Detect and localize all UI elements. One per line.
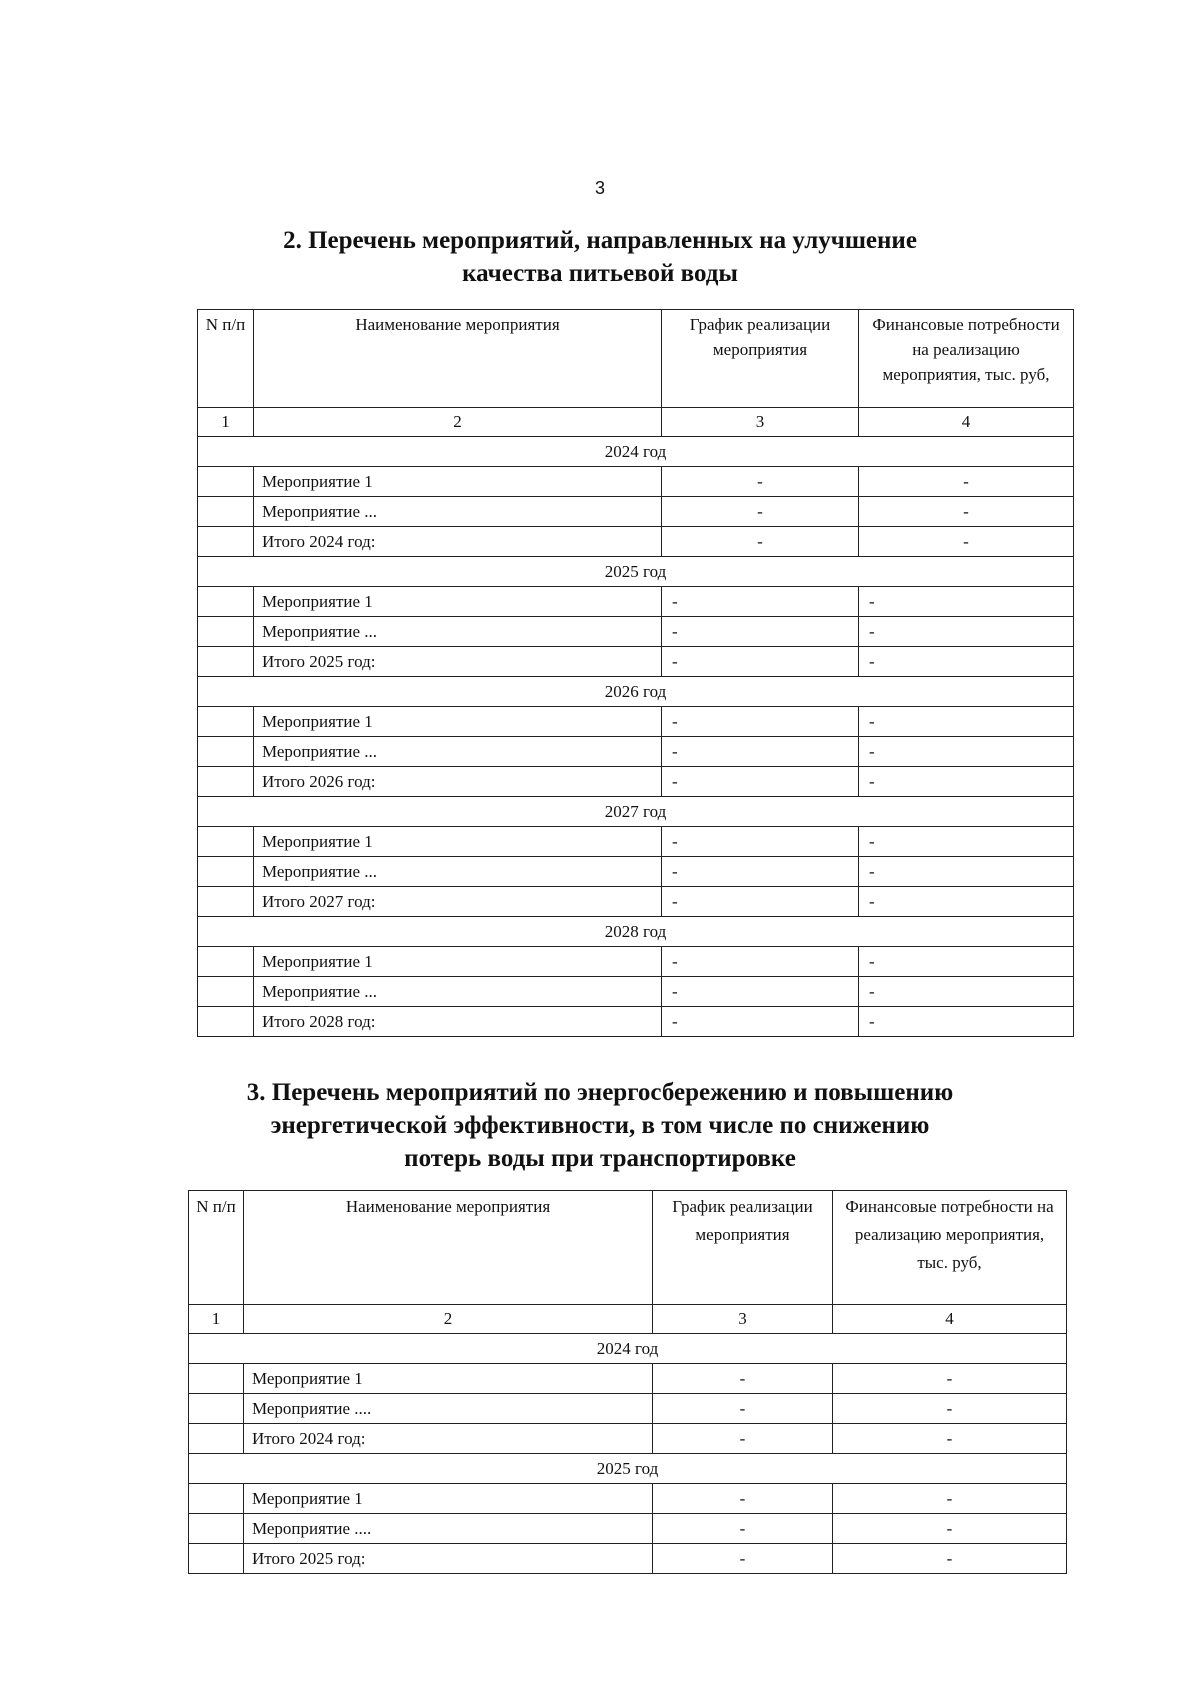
year-row	[189, 1334, 1067, 1364]
year-row	[198, 917, 1074, 947]
section-2-title-line-2: качества питьевой воды	[462, 260, 738, 287]
row-number-cell	[198, 647, 254, 677]
row-number-cell	[198, 1007, 254, 1037]
section-2-title-line-1: 2. Перечень мероприятий, направленных на улучшение	[283, 227, 917, 254]
section-3-title-line-3: потерь воды при транспортировке	[404, 1145, 796, 1172]
schedule-value: -	[662, 767, 859, 797]
table-row	[198, 737, 1074, 767]
measure-name: Итого 2027 год:	[254, 887, 662, 917]
year-row	[189, 1454, 1067, 1484]
row-number-cell	[198, 497, 254, 527]
row-number-cell	[198, 767, 254, 797]
measure-name: Мероприятие 1	[254, 587, 662, 617]
measure-name: Мероприятие ....	[244, 1394, 653, 1424]
row-number-cell	[198, 527, 254, 557]
finance-value: -	[859, 647, 1074, 677]
schedule-value: -	[662, 497, 859, 527]
finance-value: -	[859, 737, 1074, 767]
finance-value: -	[859, 887, 1074, 917]
finance-value: -	[833, 1544, 1067, 1574]
year-heading: 2024 год	[189, 1334, 1067, 1364]
year-heading: 2028 год	[198, 917, 1074, 947]
finance-value: -	[859, 587, 1074, 617]
schedule-value: -	[662, 827, 859, 857]
table-row	[198, 647, 1074, 677]
table-row	[189, 1484, 1067, 1514]
schedule-value: -	[662, 707, 859, 737]
row-number-cell	[198, 617, 254, 647]
schedule-value: -	[662, 887, 859, 917]
table-row	[198, 827, 1074, 857]
header-row	[189, 1191, 1067, 1305]
row-number-cell	[198, 587, 254, 617]
finance-value: -	[859, 617, 1074, 647]
table-row	[198, 617, 1074, 647]
measure-name: Итого 2024 год:	[254, 527, 662, 557]
schedule-value: -	[662, 467, 859, 497]
section-2-title	[0, 224, 1200, 290]
table-row	[198, 1007, 1074, 1037]
schedule-value: -	[653, 1544, 833, 1574]
row-number-cell	[198, 977, 254, 1007]
table-row	[189, 1514, 1067, 1544]
row-number-cell	[198, 737, 254, 767]
schedule-value: -	[653, 1364, 833, 1394]
measure-name: Мероприятие 1	[244, 1364, 653, 1394]
measure-name: Мероприятие ...	[254, 977, 662, 1007]
measure-name: Итого 2026 год:	[254, 767, 662, 797]
measure-name: Мероприятие ...	[254, 497, 662, 527]
finance-value: -	[859, 707, 1074, 737]
schedule-value: -	[662, 977, 859, 1007]
year-heading: 2027 год	[198, 797, 1074, 827]
section-3-table	[188, 1190, 1067, 1574]
year-heading: 2024 год	[198, 437, 1074, 467]
measure-name: Мероприятие ...	[254, 857, 662, 887]
finance-value: -	[833, 1484, 1067, 1514]
table-row	[189, 1424, 1067, 1454]
table-row	[198, 857, 1074, 887]
header-name: Наименование мероприятия	[244, 1191, 653, 1305]
section-2-table	[197, 309, 1074, 1037]
measure-name: Мероприятие 1	[254, 947, 662, 977]
column-numbers-row	[189, 1305, 1067, 1334]
table-row	[198, 977, 1074, 1007]
column-number: 2	[244, 1305, 653, 1334]
row-number-cell	[198, 857, 254, 887]
finance-value: -	[859, 767, 1074, 797]
header-schedule: График реализации мероприятия	[653, 1191, 833, 1305]
row-number-cell	[198, 467, 254, 497]
schedule-value: -	[662, 857, 859, 887]
header-num: N п/п	[198, 310, 254, 408]
table-row	[198, 887, 1074, 917]
row-number-cell	[198, 947, 254, 977]
finance-value: -	[859, 467, 1074, 497]
row-number-cell	[189, 1364, 244, 1394]
header-schedule: График реализации мероприятия	[662, 310, 859, 408]
measure-name: Мероприятие ...	[254, 737, 662, 767]
table-row	[198, 467, 1074, 497]
column-number: 4	[833, 1305, 1067, 1334]
measure-name: Мероприятие ....	[244, 1514, 653, 1544]
finance-value: -	[833, 1514, 1067, 1544]
column-number: 3	[662, 408, 859, 437]
column-number: 4	[859, 408, 1074, 437]
year-row	[198, 677, 1074, 707]
schedule-value: -	[653, 1484, 833, 1514]
column-number: 2	[254, 408, 662, 437]
measure-name: Мероприятие 1	[254, 707, 662, 737]
column-number: 1	[198, 408, 254, 437]
table-row	[198, 767, 1074, 797]
year-heading: 2025 год	[189, 1454, 1067, 1484]
finance-value: -	[833, 1424, 1067, 1454]
finance-value: -	[833, 1364, 1067, 1394]
table-row	[189, 1364, 1067, 1394]
section-3-title	[0, 1076, 1200, 1175]
schedule-value: -	[653, 1424, 833, 1454]
schedule-value: -	[662, 587, 859, 617]
table-row	[198, 497, 1074, 527]
measure-name: Мероприятие 1	[244, 1484, 653, 1514]
finance-value: -	[859, 977, 1074, 1007]
header-name: Наименование мероприятия	[254, 310, 662, 408]
measure-name: Итого 2025 год:	[244, 1544, 653, 1574]
row-number-cell	[189, 1394, 244, 1424]
finance-value: -	[859, 497, 1074, 527]
measure-name: Итого 2028 год:	[254, 1007, 662, 1037]
schedule-value: -	[653, 1514, 833, 1544]
column-number: 1	[189, 1305, 244, 1334]
row-number-cell	[189, 1424, 244, 1454]
header-row	[198, 310, 1074, 408]
row-number-cell	[198, 827, 254, 857]
column-number: 3	[653, 1305, 833, 1334]
finance-value: -	[859, 947, 1074, 977]
year-row	[198, 437, 1074, 467]
table-row	[198, 587, 1074, 617]
year-heading: 2025 год	[198, 557, 1074, 587]
finance-value: -	[859, 857, 1074, 887]
row-number-cell	[189, 1514, 244, 1544]
year-row	[198, 557, 1074, 587]
schedule-value: -	[653, 1394, 833, 1424]
section-3-title-line-1: 3. Перечень мероприятий по энергосбережению и повышению	[246, 1079, 954, 1106]
table-row	[198, 527, 1074, 557]
table-row	[198, 707, 1074, 737]
year-row	[198, 797, 1074, 827]
measure-name: Мероприятие 1	[254, 467, 662, 497]
table-row	[198, 947, 1074, 977]
finance-value: -	[859, 527, 1074, 557]
row-number-cell	[189, 1544, 244, 1574]
schedule-value: -	[662, 527, 859, 557]
schedule-value: -	[662, 647, 859, 677]
header-num: N п/п	[189, 1191, 244, 1305]
schedule-value: -	[662, 737, 859, 767]
row-number-cell	[198, 887, 254, 917]
measure-name: Итого 2024 год:	[244, 1424, 653, 1454]
measure-name: Мероприятие ...	[254, 617, 662, 647]
finance-value: -	[833, 1394, 1067, 1424]
row-number-cell	[189, 1484, 244, 1514]
section-3-title-line-2: энергетической эффективности, в том числе по снижению	[270, 1112, 930, 1139]
year-heading: 2026 год	[198, 677, 1074, 707]
schedule-value: -	[662, 947, 859, 977]
finance-value: -	[859, 1007, 1074, 1037]
measure-name: Мероприятие 1	[254, 827, 662, 857]
finance-value: -	[859, 827, 1074, 857]
column-numbers-row	[198, 408, 1074, 437]
schedule-value: -	[662, 1007, 859, 1037]
schedule-value: -	[662, 617, 859, 647]
page-number: 3	[594, 178, 605, 198]
header-finance: Финансовые потребности на реализацию мероприятия, тыс. руб,	[833, 1191, 1067, 1305]
row-number-cell	[198, 707, 254, 737]
header-finance: Финансовые потребности на реализацию мероприятия, тыс. руб,	[859, 310, 1074, 408]
table-row	[189, 1544, 1067, 1574]
measure-name: Итого 2025 год:	[254, 647, 662, 677]
table-row	[189, 1394, 1067, 1424]
